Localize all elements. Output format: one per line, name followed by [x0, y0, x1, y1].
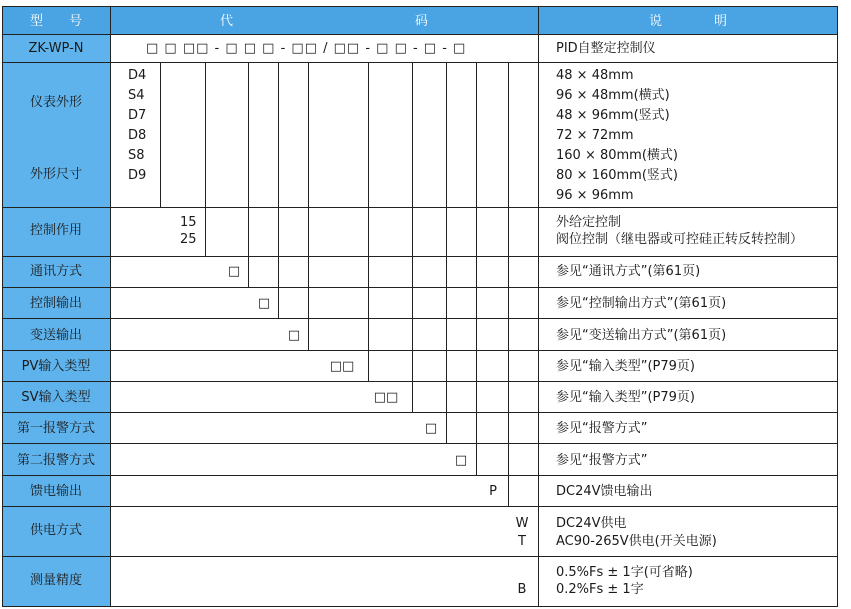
feed-output-desc: DC24V馈电输出 — [556, 484, 653, 499]
header-code: 代 码 — [219, 14, 429, 29]
power-desc: DC24V供电 — [556, 516, 627, 531]
control-output-desc: 参见“控制输出方式”(第61页) — [556, 296, 727, 311]
model-description: PID自整定控制仪 — [556, 41, 656, 56]
control-label: 控制作用 — [29, 223, 83, 238]
alarm2-code: □ — [454, 453, 468, 468]
size-label: 外形尺寸 — [29, 167, 83, 182]
shape-code: D7 — [128, 108, 147, 123]
power-code: W — [515, 516, 529, 531]
model-label: ZK-WP-N — [28, 41, 84, 56]
alarm2-desc: 参见“报警方式” — [556, 453, 648, 468]
comm-desc: 参见“通讯方式”(第61页) — [556, 264, 701, 279]
header-model: 型 号 — [29, 14, 83, 29]
label-column — [2, 34, 110, 607]
control-desc: 外给定控制 — [556, 215, 622, 230]
comm-label: 通讯方式 — [29, 264, 83, 279]
transmit-output-label: 变送输出 — [29, 328, 83, 343]
sv-input-label: SV输入类型 — [21, 390, 91, 405]
power-label: 供电方式 — [29, 523, 83, 538]
sv-input-desc: 参见“输入类型”(P79页) — [556, 390, 695, 405]
shape-desc: 72 × 72mm — [556, 128, 634, 143]
control-code: 15 — [180, 215, 197, 230]
shape-codes — [128, 68, 146, 183]
power-desc: AC90-265V供电(开关电源) — [556, 534, 717, 549]
pv-input-code: □□ — [329, 359, 355, 374]
feed-output-label: 馈电输出 — [29, 484, 83, 499]
transmit-output-code: □ — [287, 328, 301, 343]
shape-label: 仪表外形 — [29, 95, 83, 110]
transmit-output-desc: 参见“变送输出方式”(第61页) — [556, 328, 727, 343]
shape-code: S8 — [128, 148, 145, 163]
model-code-pattern: □ □ □□ - □ □ □ - □□ / □□ - □ □ - □ - □ — [146, 41, 467, 56]
control-desc: 阀位控制（继电器或可控硅正转反转控制） — [556, 232, 804, 247]
accuracy-desc: 0.2%Fs ± 1字 — [556, 582, 644, 597]
control-output-label: 控制输出 — [29, 296, 83, 311]
alarm1-label: 第一报警方式 — [16, 421, 96, 436]
alarm1-desc: 参见“报警方式” — [556, 421, 648, 436]
comm-code: □ — [227, 264, 241, 279]
power-code: T — [518, 534, 526, 549]
shape-desc: 48 × 48mm — [556, 68, 634, 83]
alarm2-label: 第二报警方式 — [16, 453, 96, 468]
shape-desc: 160 × 80mm(横式) — [556, 148, 678, 163]
pv-input-label: PV输入类型 — [21, 359, 91, 374]
shape-code: D4 — [128, 68, 147, 83]
shape-descriptions — [556, 68, 678, 203]
pv-input-desc: 参见“输入类型”(P79页) — [556, 359, 695, 374]
accuracy-label: 测量精度 — [29, 573, 83, 588]
shape-desc: 96 × 48mm(横式) — [556, 88, 670, 103]
shape-code: S4 — [128, 88, 145, 103]
shape-desc: 96 × 96mm — [556, 188, 634, 203]
shape-desc: 80 × 160mm(竖式) — [556, 168, 678, 183]
alarm1-code: □ — [424, 421, 438, 436]
shape-code: D8 — [128, 128, 147, 143]
control-code: 25 — [180, 232, 197, 247]
shape-code: D9 — [128, 168, 147, 183]
sv-input-code: □□ — [373, 390, 399, 405]
accuracy-code: B — [517, 582, 527, 597]
control-output-code: □ — [257, 296, 271, 311]
feed-output-code: P — [489, 484, 497, 499]
header-description: 说 明 — [648, 14, 728, 29]
accuracy-desc: 0.5%Fs ± 1字(可省略) — [556, 565, 693, 580]
shape-desc: 48 × 96mm(竖式) — [556, 108, 670, 123]
